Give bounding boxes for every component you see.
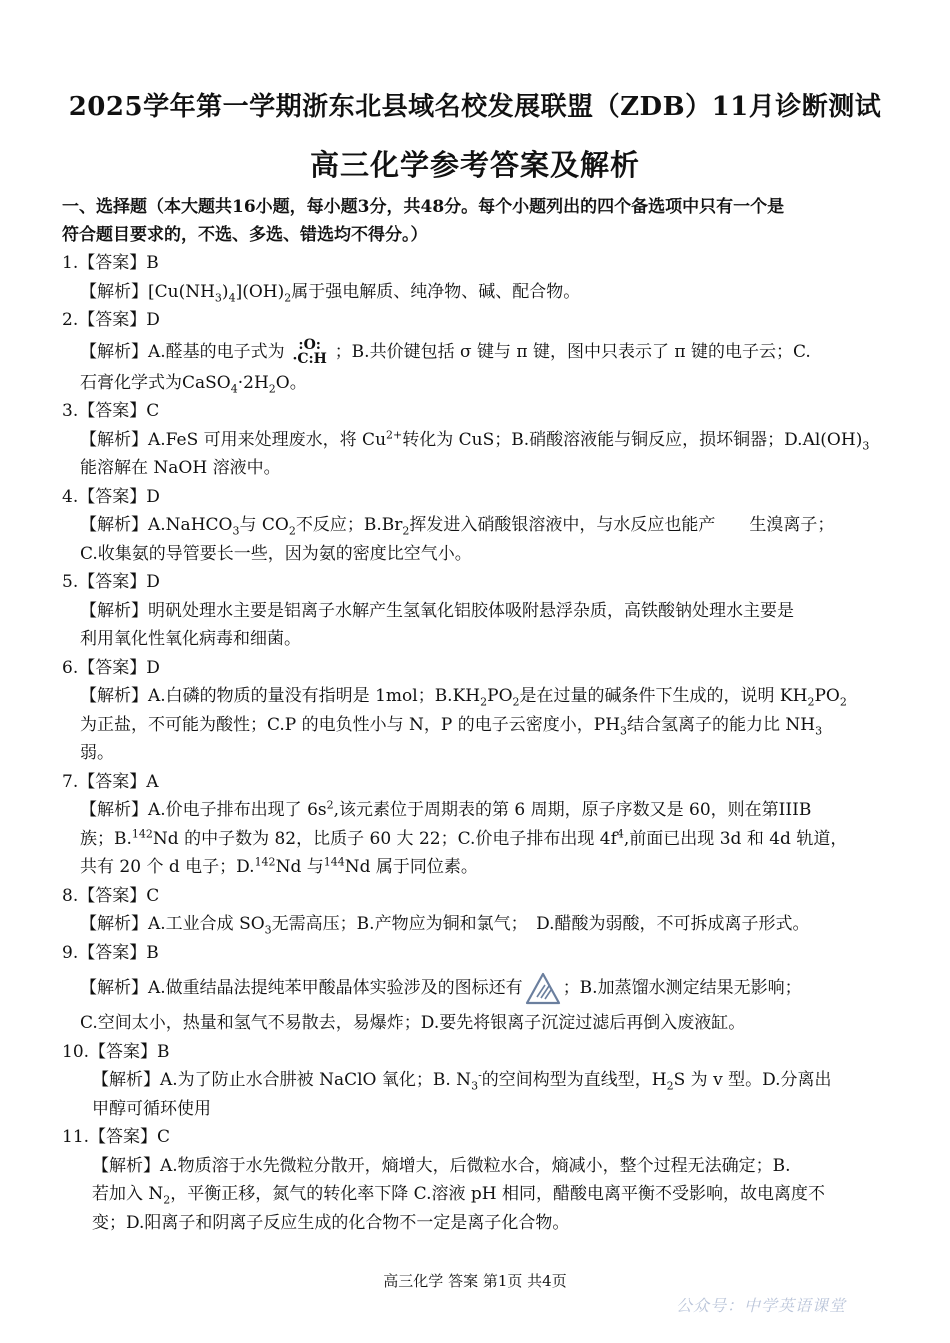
q1-explanation: 【解析】$[Cu(NH_3)_4](OH)_2$属于强电解质、纯净物、碱、配合物。 bbox=[80, 281, 581, 304]
q6-answer: 6.【答案】D bbox=[62, 657, 160, 678]
q5-explanation-line1: 【解析】明矾处理水主要是铝离子水解产生氢氧化铝胶体吸附悬浮杂质，高铁酸钠处理水主要是 bbox=[80, 600, 794, 621]
page-footer: 高三化学 答案 第1页 共4页 bbox=[383, 1272, 567, 1290]
q7-explanation-line2: 族；B.$^{142}$Nd 的中子数为 82，比质子 60 大 22；C.价电子排布出现 $4f^4$,前面已出现 3d 和 4d 轨道， bbox=[80, 826, 848, 849]
q7-answer: 7.【答案】A bbox=[62, 771, 159, 792]
watermark: 公众号：中学英语课堂 bbox=[676, 1296, 847, 1315]
q4-answer: 4.【答案】D bbox=[62, 486, 160, 507]
q10-explanation-line2: 甲醇可循环使用 bbox=[92, 1098, 211, 1119]
q6-explanation-line2: 为正盐，不可能为酸性；C.P 的电负性小与 N，P 的电子云密度小，$PH_3$结合氢离子的能力比 $NH_3$ bbox=[80, 714, 823, 737]
q1-answer: 1.【答案】B bbox=[62, 253, 159, 273]
answer-list bbox=[62, 249, 892, 1237]
q9-explanation-line2: C.空间太小，热量和氢气不易散去，易爆炸；D.要先将银离子沉淀过滤后再倒入废液缸。 bbox=[80, 1013, 746, 1033]
q6-explanation-line3: 弱。 bbox=[80, 743, 114, 763]
q8-answer: 8.【答案】C bbox=[62, 885, 160, 906]
q8-explanation: 【解析】A.工业合成 $SO_3$无需高压；B.产物应为铜和氯气； D.醋酸为弱酸，不可拆成离子形式。 bbox=[80, 914, 810, 937]
q10-answer: 10.【答案】B bbox=[62, 1041, 170, 1062]
q9-answer: 9.【答案】B bbox=[62, 942, 159, 963]
q5-answer: 5.【答案】D bbox=[62, 572, 160, 592]
q4-explanation-line2: C.收集氨的导管要长一些，因为氨的密度比空气小。 bbox=[80, 543, 472, 564]
hazard-warning-icon bbox=[525, 972, 561, 1006]
q7-explanation-line1: 【解析】A.价电子排布出现了 $6s^2$,该元素位于周期表的第 6 周期，原子序数又是 60，则在第IIIB bbox=[80, 798, 812, 820]
aldehyde-electron-formula: :O: ·C:H bbox=[292, 337, 327, 367]
q2-explanation-line1: 【解析】A.醛基的电子式为 :O: ·C:H ；B.共价键包括 σ 键与 π 键，图中只表示了 π 键的电子云；C. bbox=[80, 337, 811, 367]
q11-explanation-line1: 【解析】A.物质溶于水先微粒分散开，熵增大，后微粒水合，熵减小，整个过程无法确定；B. bbox=[92, 1155, 791, 1176]
page-title-line2: 高三化学参考答案及解析 bbox=[309, 148, 640, 182]
section-heading bbox=[62, 193, 892, 249]
q11-answer: 11.【答案】C bbox=[62, 1127, 171, 1147]
section-heading-line1: 一、选择题（本大题共16小题，每小题3分，共48分。每个小题列出的四个备选项中只有一个是 bbox=[62, 197, 785, 217]
q3-answer: 3.【答案】C bbox=[62, 401, 160, 421]
page-title-line1: 2025学年第一学期浙东北县域名校发展联盟（ZDB）11月诊断测试 bbox=[68, 92, 882, 122]
q6-explanation-line1: 【解析】A.白磷的物质的量没有指明是 1mol；$B.KH_2PO_2$是在过量的碱条件下生成的，说明 $KH_2PO_2$ bbox=[80, 686, 847, 709]
q11-explanation-line3: 变；D.阳离子和阴离子反应生成的化合物不一定是离子化合物。 bbox=[92, 1212, 570, 1233]
section-heading-line2: 符合题目要求的，不选、多选、错选均不得分。） bbox=[62, 225, 428, 245]
q11-explanation-line2: 若加入 $N_2$，平衡正移，氮气的转化率下降 C.溶液 pH 相同，醋酸电离平衡不受影响，故电离度不 bbox=[92, 1184, 826, 1207]
q4-explanation-line1: 【解析】A.NaHCO$_3$与 $CO_2$不反应；$B.Br_2$挥发进入硝酸银溶液中，与水反应也能产 生溴离子； bbox=[80, 515, 835, 538]
q3-explanation-line2: 能溶解在 NaOH 溶液中。 bbox=[80, 458, 281, 478]
q3-explanation-line1: 【解析】A.FeS 可用来处理废水，将 $Cu^{2+}$转化为 CuS；B.硝酸溶液能与铜反应，损坏铜器；$D.Al(OH)_3$ bbox=[80, 427, 870, 452]
q9-explanation-line1: 【解析】A.做重结晶法提纯苯甲酸晶体实验涉及的图标还有 ；B.加蒸馏水测定结果无影响； bbox=[62, 967, 892, 1009]
q7-explanation-line3: 共有 20 个 d 电子；D.$^{142}$Nd 与$^{144}$Nd 属于同位素。 bbox=[80, 855, 478, 877]
q2-explanation-line2: 石膏化学式为$CaSO_4\cdot 2H_2O$。 bbox=[80, 372, 307, 395]
q2-answer: 2.【答案】D bbox=[62, 310, 160, 330]
q10-explanation-line1: 【解析】A.为了防止水合肼被 NaClO 氧化；B. $N_3^-$的空间构型为直线型，$H_2S$ 为 v 型。D.分离出 bbox=[92, 1068, 832, 1093]
q5-explanation-line2: 利用氧化性氧化病毒和细菌。 bbox=[80, 629, 301, 649]
